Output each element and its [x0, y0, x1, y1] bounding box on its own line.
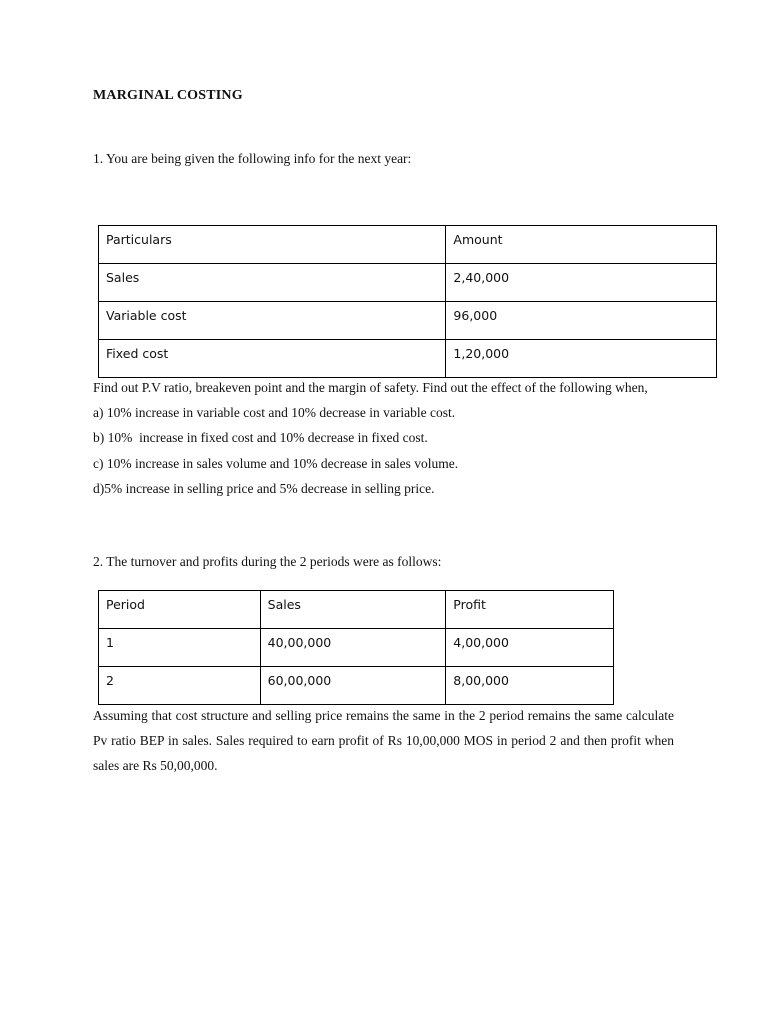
table-cell: Variable cost	[99, 302, 446, 340]
table-header-row	[99, 226, 717, 264]
table-row	[99, 667, 614, 705]
table-header-cell: Amount	[446, 226, 717, 264]
table-cell: 1	[99, 629, 261, 667]
question-1-text: Find out P.V ratio, breakeven point and the margin of safety. Find out the effect of the following when,	[93, 380, 648, 395]
table-header-row	[99, 591, 614, 629]
table-cell: 60,00,000	[260, 667, 446, 705]
table-cell: 4,00,000	[446, 629, 614, 667]
table-cell: 1,20,000	[446, 340, 717, 378]
table-row	[99, 629, 614, 667]
question-2-table	[98, 590, 614, 705]
question-2-text: Assuming that cost structure and selling price remains the same in the 2 period remains the same calculate Pv ratio BEP in sales. Sales required to earn profit of Rs 10,00,000 MOS in period 2 and then profit when sales are Rs 50,00,000.	[93, 708, 674, 774]
table-cell: Sales	[99, 264, 446, 302]
question-1-item-a: a) 10% increase in variable cost and 10% decrease in variable cost.	[93, 405, 456, 421]
table-cell: 2,40,000	[446, 264, 717, 302]
table-header-cell: Particulars	[99, 226, 446, 264]
table-cell: 96,000	[446, 302, 717, 340]
table-header-cell: Sales	[260, 591, 446, 629]
table-header-cell: Period	[99, 591, 261, 629]
table-header-cell: Profit	[446, 591, 614, 629]
document-title: MARGINAL COSTING	[93, 88, 243, 103]
question-1-table	[98, 225, 717, 378]
question-1-body	[93, 375, 674, 501]
table-row	[99, 340, 717, 378]
question-1-item-b: b) 10% increase in fixed cost and 10% decrease in fixed cost.	[93, 430, 428, 446]
table-cell: Fixed cost	[99, 340, 446, 378]
question-2-body	[93, 703, 674, 779]
question-1-item-c: c) 10% increase in sales volume and 10% decrease in sales volume.	[93, 455, 459, 471]
question-1-intro: 1. You are being given the following info for the next year:	[93, 151, 412, 166]
table-cell: 8,00,000	[446, 667, 614, 705]
question-2-intro: 2. The turnover and profits during the 2 periods were as follows:	[93, 554, 442, 569]
table-row	[99, 302, 717, 340]
question-1-item-d: d)5% increase in selling price and 5% decrease in selling price.	[93, 480, 435, 496]
table-row	[99, 264, 717, 302]
table-cell: 40,00,000	[260, 629, 446, 667]
table-cell: 2	[99, 667, 261, 705]
